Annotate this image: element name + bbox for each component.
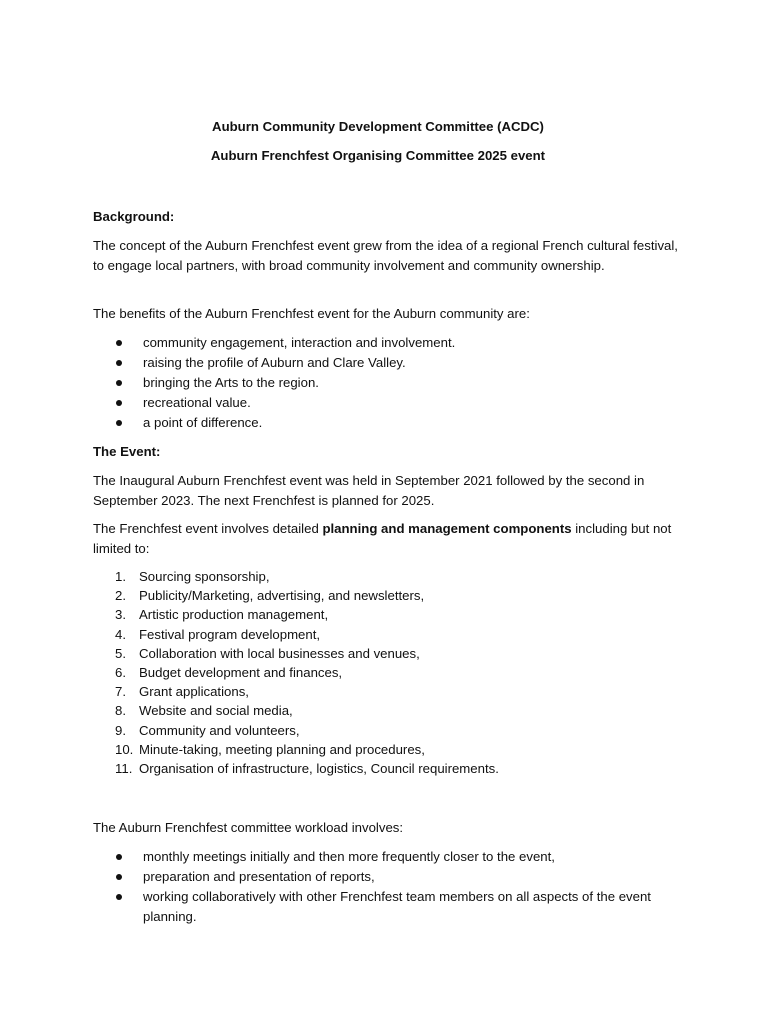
bullet-icon: [116, 360, 122, 366]
components-intro-block: [93, 519, 683, 558]
workload-text: working collaboratively with other Frenchfest team members on all aspects of the event planning.: [143, 889, 651, 924]
workload-list-block: [93, 847, 683, 927]
workload-intro: The Auburn Frenchfest committee workload involves:: [93, 820, 404, 835]
event-paragraph: The Inaugural Auburn Frenchfest event was held in September 2021 followed by the second in September 2023. The next Frenchfest is planned for 2025.: [93, 473, 645, 508]
benefit-text: recreational value.: [143, 395, 251, 410]
list-item: [93, 625, 683, 644]
benefit-text: raising the profile of Auburn and Clare Valley.: [143, 355, 406, 370]
list-item: [93, 887, 683, 926]
list-number: 8.: [115, 703, 126, 719]
workload-list: [93, 847, 683, 926]
background-paragraph-block: [93, 236, 683, 275]
bullet-icon: [116, 894, 122, 900]
component-text: Artistic production management,: [139, 607, 329, 623]
component-text: Grant applications,: [139, 684, 249, 700]
components-intro: [93, 519, 683, 558]
background-section: [93, 207, 683, 227]
list-number: 3.: [115, 607, 126, 623]
workload-text: monthly meetings initially and then more frequently closer to the event,: [143, 849, 555, 864]
bullet-icon: [116, 874, 122, 880]
list-item: [93, 663, 683, 682]
benefits-intro: The benefits of the Auburn Frenchfest event for the Auburn community are:: [93, 306, 530, 321]
component-text: Website and social media,: [139, 703, 293, 719]
list-number: 11.: [115, 760, 133, 776]
list-item: [93, 567, 683, 586]
list-item: [93, 333, 683, 353]
component-text: Minute-taking, meeting planning and procedures,: [139, 741, 425, 757]
benefit-text: bringing the Arts to the region.: [143, 375, 319, 390]
benefits-intro-block: [93, 304, 683, 324]
component-text: Collaboration with local businesses and venues,: [139, 645, 420, 661]
event-heading: The Event:: [93, 444, 161, 459]
list-number: 7.: [115, 684, 126, 700]
event-heading-block: [93, 442, 683, 462]
components-intro-emphasis: planning and management components: [322, 521, 572, 536]
list-item: [93, 847, 683, 867]
background-heading: Background:: [93, 209, 175, 224]
list-item: [93, 759, 683, 778]
list-number: 5.: [115, 645, 126, 661]
list-number: 10.: [115, 741, 134, 757]
list-item: [93, 701, 683, 720]
bullet-icon: [116, 400, 122, 406]
list-number: 1.: [115, 569, 126, 584]
list-number: 4.: [115, 626, 126, 642]
background-paragraph: The concept of the Auburn Frenchfest event grew from the idea of a regional French cultural festival, to engage local partners, with broad community involvement and community ownership.: [93, 238, 678, 273]
benefits-list: [93, 333, 683, 433]
component-text: Publicity/Marketing, advertising, and newsletters,: [139, 588, 425, 604]
component-text: Festival program development,: [139, 626, 321, 642]
workload-text: preparation and presentation of reports,: [143, 869, 375, 884]
list-item: [93, 413, 683, 433]
list-item: [93, 353, 683, 373]
benefit-text: a point of difference.: [143, 415, 263, 430]
list-item: [93, 740, 683, 759]
components-list-block: [93, 567, 683, 778]
components-intro-start: The Frenchfest event involves detailed: [93, 521, 323, 536]
bullet-icon: [116, 340, 122, 346]
list-item: [93, 867, 683, 887]
benefit-text: community engagement, interaction and involvement.: [143, 335, 456, 350]
list-item: [93, 393, 683, 413]
list-item: [93, 682, 683, 701]
list-number: 6.: [115, 664, 126, 680]
components-list: [93, 567, 683, 778]
list-item: [93, 373, 683, 393]
list-number: 2.: [115, 588, 126, 604]
component-text: Budget development and finances,: [139, 664, 343, 680]
list-item: [93, 721, 683, 740]
bullet-icon: [116, 854, 122, 860]
benefits-list-block: [93, 333, 683, 433]
component-text: Sourcing sponsorship,: [139, 569, 270, 584]
document-title-committee: Auburn Community Development Committee (ACDC): [212, 119, 544, 134]
list-item: [93, 644, 683, 663]
bullet-icon: [116, 380, 122, 386]
components-intro-end: including but not limited to:: [93, 521, 672, 556]
component-text: Community and volunteers,: [139, 722, 300, 738]
list-number: 9.: [115, 722, 126, 738]
list-item: [93, 605, 683, 624]
event-paragraph-block: [93, 471, 683, 510]
workload-intro-block: [93, 818, 683, 838]
component-text: Organisation of infrastructure, logistics, Council requirements.: [139, 760, 499, 776]
list-item: [93, 586, 683, 605]
document-page: [93, 0, 683, 1024]
document-title-event: Auburn Frenchfest Organising Committee 2025 event: [210, 148, 546, 163]
bullet-icon: [116, 420, 122, 426]
